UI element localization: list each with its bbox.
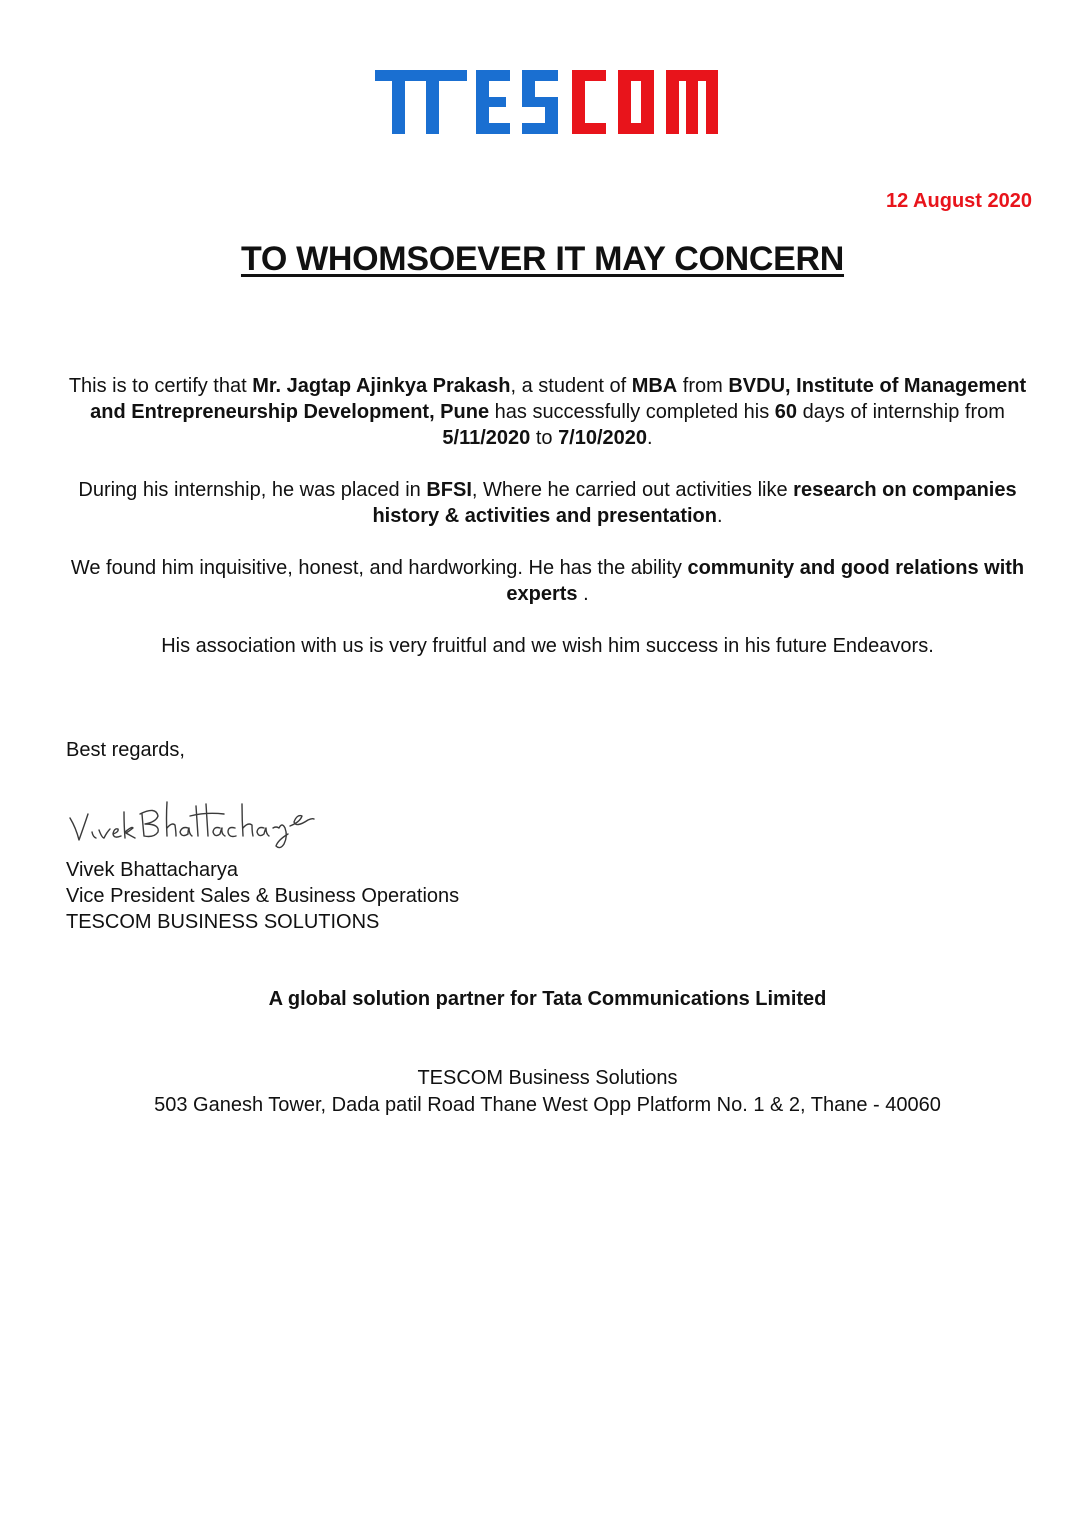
p1-text: , a student of: [510, 375, 632, 397]
signer-role: Vice President Sales & Business Operations: [66, 885, 460, 907]
wishes-paragraph: His association with us is very fruitful and we wish him success in his future Endeavors.: [161, 635, 934, 657]
p2-text: .: [716, 505, 723, 527]
footer-company: TESCOM Business Solutions: [417, 1067, 678, 1089]
footer-address: 503 Ganesh Tower, Dada patil Road Thane West Opp Platform No. 1 & 2, Thane - 40060: [154, 1094, 941, 1116]
p2-text: During his internship, he was placed in: [78, 479, 427, 501]
p1-text: days of internship from: [797, 401, 1005, 423]
institute-name: BVDU, Institute of Management and Entrepreneurship Development, Pune: [90, 375, 1027, 423]
signature-image: [66, 792, 316, 854]
degree: MBA: [631, 375, 678, 397]
tagline: A global solution partner for Tata Communications Limited: [268, 988, 827, 1010]
closing: Best regards,: [66, 739, 185, 761]
tescom-logo: [370, 60, 730, 140]
evaluation-paragraph: [55, 555, 1040, 607]
signer-block: [66, 857, 459, 935]
signer-name: Vivek Bhattacharya: [66, 859, 238, 881]
activities: research on companies history & activities and presentation: [372, 479, 1017, 527]
certification-paragraph: [55, 373, 1040, 451]
p1-text: to: [530, 427, 559, 449]
p3-text: .: [577, 583, 589, 605]
p3-text: We found him inquisitive, honest, and hardworking. He has the ability: [70, 557, 688, 579]
letter-title: TO WHOMSOEVER IT MAY CONCERN: [240, 240, 845, 278]
p1-text: has successfully completed his: [489, 401, 775, 423]
signer-company: TESCOM BUSINESS SOLUTIONS: [66, 911, 380, 933]
footer-address-block: [0, 1065, 1085, 1119]
internship-days: 60: [774, 401, 798, 423]
ability: community and good relations with experts: [506, 557, 1025, 605]
end-date: 7/10/2020: [558, 427, 648, 449]
student-name: Mr. Jagtap Ajinkya Prakash: [252, 375, 511, 397]
p1-text: .: [647, 427, 653, 449]
p1-text: from: [677, 375, 729, 397]
department: BFSI: [426, 479, 472, 501]
p1-text: This is to certify that: [68, 375, 253, 397]
placement-paragraph: [55, 477, 1040, 529]
start-date: 5/11/2020: [442, 427, 531, 449]
p2-text: , Where he carried out activities like: [471, 479, 794, 501]
letter-date: 12 August 2020: [886, 190, 1032, 212]
